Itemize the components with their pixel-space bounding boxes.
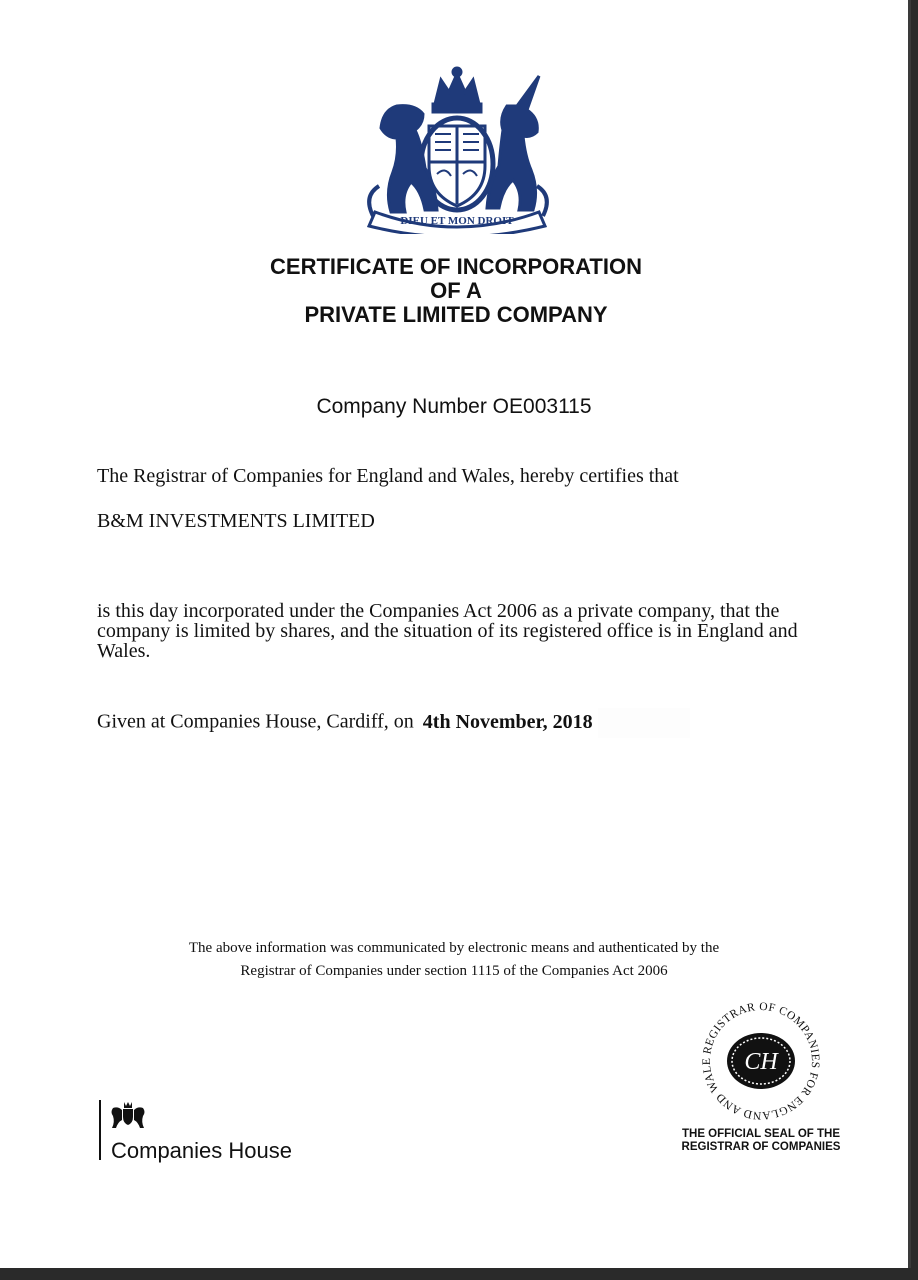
title-line-1: CERTIFICATE OF INCORPORATION (270, 254, 642, 279)
authentication-note (0, 937, 908, 983)
incorporation-statement: is this day incorporated under the Companies Act 2006 as a private company, that the company is limited by shares, and the situation of its registered office is in England and Wales. (97, 600, 798, 662)
seal-ring-text: REGISTRAR OF COMPANIES FOR ENGLAND AND WALE (700, 1000, 822, 1122)
companies-house-logo (99, 1100, 309, 1162)
companies-house-label: Companies House (111, 1138, 292, 1163)
seal-caption (668, 1128, 854, 1154)
given-statement (97, 708, 690, 738)
seal-caption-line-2: REGISTRAR OF COMPANIES (681, 1141, 841, 1153)
given-prefix: Given at Companies House, Cardiff, on (97, 710, 414, 733)
logo-divider (99, 1100, 101, 1160)
registrar-seal-icon (692, 998, 830, 1124)
certifies-statement: The Registrar of Companies for England and Wales, hereby certifies that (97, 465, 679, 487)
title-line-3: PRIVATE LIMITED COMPANY (304, 302, 608, 327)
title-line-2: OF A (430, 278, 482, 303)
authentication-note-line-1: The above information was communicated by electronic means and authenticated by the (188, 940, 720, 956)
seal-monogram: CH (744, 1049, 778, 1075)
incorporation-date: 4th November, 2018 (422, 710, 593, 733)
mini-crest-icon (109, 1100, 147, 1130)
certificate-title (0, 255, 908, 327)
authentication-note-line-2: Registrar of Companies under section 1115 of the Companies Act 2006 (240, 963, 668, 979)
company-name: B&M INVESTMENTS LIMITED (97, 510, 375, 532)
company-number: Company Number OE003115 (316, 395, 592, 418)
date-field-background (598, 708, 690, 738)
royal-coat-of-arms-icon (356, 66, 558, 234)
seal-caption-line-1: THE OFFICIAL SEAL OF THE (681, 1128, 841, 1140)
motto-text: DIEU ET MON DROIT (400, 215, 514, 227)
